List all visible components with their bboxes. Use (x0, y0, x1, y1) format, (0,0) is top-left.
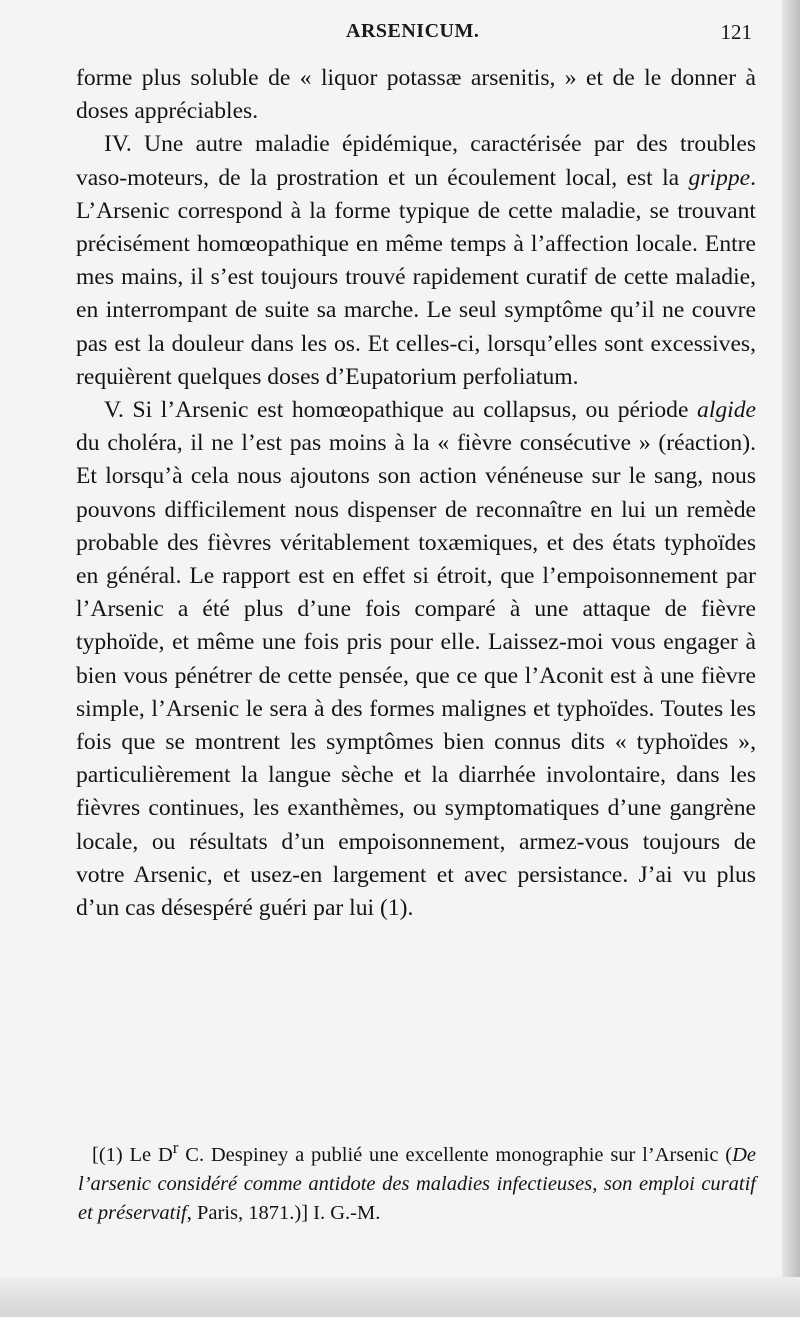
footnote-part: [(1) Le D (92, 1143, 173, 1166)
footnote-part: , Paris, 1871.)] I. G.-M. (186, 1201, 381, 1224)
italic-term: grippe (688, 164, 751, 191)
paragraph-text: forme plus soluble de « liquor potassæ arsenitis, » et de le donner à doses appréciables. (76, 65, 756, 125)
italic-term: algide (697, 397, 756, 424)
paragraph-v (76, 394, 756, 925)
footnote-text (78, 1133, 756, 1228)
paragraph-continuation (76, 62, 756, 128)
running-head: ARSENICUM. (346, 20, 480, 42)
page-header (78, 20, 752, 50)
footnote-part: C. Despiney a publié une excellente monographie sur l’Arsenic ( (178, 1143, 733, 1166)
scan-bottom-shadow (0, 1277, 800, 1317)
body-text (76, 62, 756, 925)
paragraph-text: V. Si l’Arsenic est homœopathique au collapsus, ou période (104, 397, 698, 424)
paragraph-text: . L’Arsenic correspond à la forme typique de cette maladie, se trouvant précisément homœopathique en même temps à l’affection locale. Entre mes mains, il s’est toujours trouvé rapidement curatif de cette maladie, en interrompant de suite sa marche. Le seul symptôme qu’il ne couvre pas est la douleur dans les os. Et celles-ci, lorsqu’elles sont excessives, requièrent quelques doses d’Eupatorium perfoliatum. (76, 164, 756, 390)
scan-edge-shadow (782, 0, 800, 1317)
paragraph-iv (76, 128, 756, 394)
footnote-italic-title: De l’arsenic considéré comme antidote des maladies infectieuses, son emploi curatif et préservatif (78, 1143, 756, 1224)
paragraph-text: IV. Une autre maladie épidémique, caractérisée par des troubles vaso-moteurs, de la prostration et un écoulement local, est la (76, 131, 756, 191)
paragraph-text: du choléra, il ne l’est pas moins à la « fièvre consécutive » (réaction). Et lorsqu’à cela nous ajoutons son action vénéneuse sur le sang, nous pouvons difficilement nous dispenser de reconnaître en lui un remède probable des fièvres véritablement toxæmiques, et des états typhoïdes en général. Le rapport est en effet si étroit, que l’empoisonnement par l’Arsenic a été plus d’une fois comparé à une attaque de fièvre typhoïde, et même une fois pris pour elle. Laissez-moi vous engager à bien vous pénétrer de cette pensée, que ce que l’Aconit est à une fièvre simple, l’Arsenic le sera à des formes malignes et typhoïdes. Toutes les fois que se montrent les symptômes bien connus dits « typhoïdes », particulièrement la langue sèche et la diarrhée involontaire, dans les fièvres continues, les exanthèmes, ou symptomatiques d’une gangrène locale, ou résultats d’un empoisonnement, armez-vous toujours de votre Arsenic, et usez-en largement et avec persistance. J’ai vu plus d’un cas désespéré guéri par lui (1). (76, 430, 756, 922)
footnote (78, 1133, 756, 1228)
page-number: 121 (720, 20, 752, 44)
footnote-superscript: r (172, 1138, 179, 1157)
